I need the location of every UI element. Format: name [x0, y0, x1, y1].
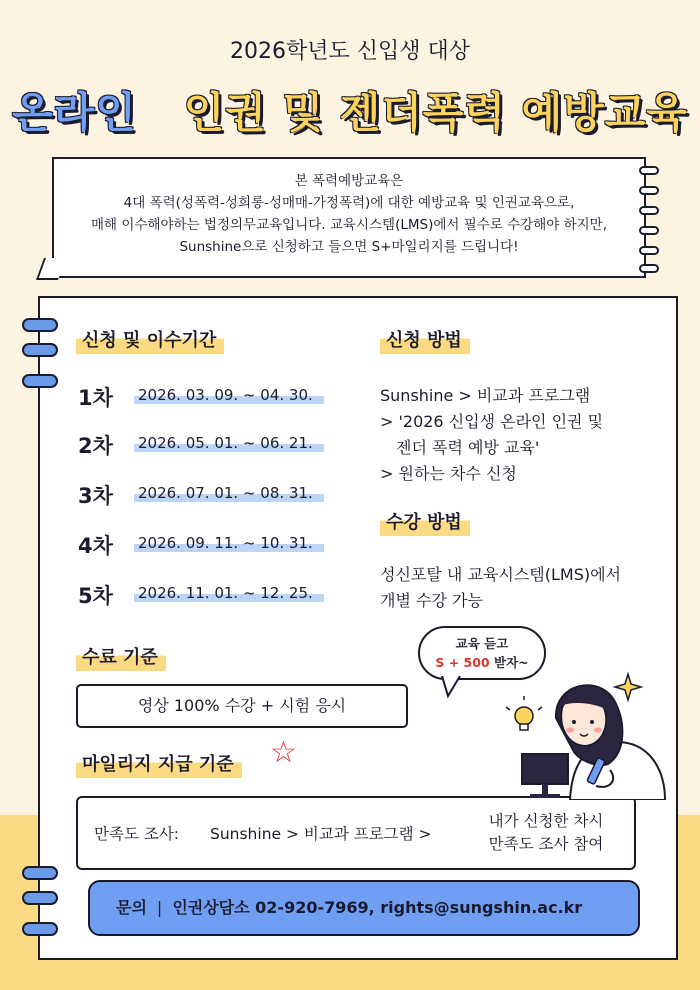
page-subtitle: 2026학년도 신입생 대상	[230, 39, 470, 64]
intro-spiral-ring	[639, 186, 659, 195]
apply-line: 젠더 폭력 예방 교육'	[396, 438, 540, 457]
intro-line: 4대 폭력(성폭력-성희롱-성매매-가정폭력)에 대한 예방교육 및 인권교육으로,	[123, 195, 575, 211]
star-icon: ☆	[270, 735, 297, 770]
survey-path: Sunshine > 비교과 프로그램 >	[210, 825, 432, 843]
round-label: 2차	[78, 434, 113, 458]
survey-action-line: 내가 신청한 차시	[488, 812, 604, 830]
notebook-spiral-ring	[22, 922, 58, 936]
completion-heading: 수료 기준	[76, 643, 166, 671]
apply-line: > '2026 신입생 온라인 인권 및	[380, 412, 604, 431]
notebook-spiral-ring	[22, 891, 58, 905]
intro-spiral-ring	[639, 166, 659, 175]
round-label: 3차	[78, 484, 113, 508]
survey-action	[476, 810, 616, 856]
attend-line: 성신포탈 내 교육시스템(LMS)에서	[380, 565, 622, 584]
notebook-spiral-ring	[22, 343, 58, 357]
contact-label: 문의	[116, 898, 147, 917]
attend-line: 개별 수강 가능	[380, 591, 483, 610]
mileage-heading: 마일리지 지급 기준	[76, 750, 242, 778]
apply-line: Sunshine > 비교과 프로그램	[380, 386, 591, 405]
round-dates: 2026. 05. 01. ~ 06. 21.	[134, 434, 324, 452]
sparkle-icon	[615, 674, 641, 700]
schedule-heading: 신청 및 이수기간	[76, 326, 224, 354]
bubble-line: 교육 듣고	[455, 636, 509, 651]
intro-spiral-ring	[639, 246, 659, 255]
survey-box	[76, 796, 636, 870]
title-blue-part: 온라인	[12, 88, 137, 137]
speech-bubble-tail	[440, 676, 464, 700]
lightbulb-icon	[506, 696, 542, 730]
notebook-spiral-ring	[22, 866, 58, 880]
intro-spiral-ring	[639, 206, 659, 215]
apply-heading: 신청 방법	[380, 326, 470, 354]
round-label: 4차	[78, 534, 113, 558]
notebook-spiral-ring	[22, 374, 58, 388]
intro-spiral-ring	[639, 264, 659, 273]
intro-line: 매해 이수해야하는 법정의무교육입니다. 교육시스템(LMS)에서 필수로 수강해야 하지만,	[91, 217, 607, 233]
student-illustration	[500, 660, 670, 800]
contact-box	[88, 880, 640, 936]
completion-criteria-box: 영상 100% 수강 + 시험 응시	[76, 684, 408, 728]
attend-heading: 수강 방법	[380, 508, 470, 536]
survey-label: 만족도 조사:	[94, 825, 180, 843]
apply-instructions	[380, 383, 603, 487]
intro-line: Sunshine으로 신청하고 들으면 S+마일리지를 드립니다!	[179, 239, 519, 255]
page-title	[0, 80, 700, 140]
attend-instructions	[380, 562, 621, 614]
title-spacer	[152, 88, 168, 137]
title-yellow-part: 인권 및 젠더폭력 예방교육	[183, 88, 688, 137]
bubble-highlight: S + 500	[435, 655, 490, 670]
round-dates: 2026. 11. 01. ~ 12. 25.	[134, 584, 324, 602]
survey-action-line: 만족도 조사 참여	[488, 835, 604, 853]
round-dates: 2026. 03. 09. ~ 04. 30.	[134, 386, 324, 404]
round-label: 5차	[78, 584, 113, 608]
round-dates: 2026. 09. 11. ~ 10. 31.	[134, 534, 324, 552]
intro-spiral-ring	[639, 226, 659, 235]
round-dates: 2026. 07. 01. ~ 08. 31.	[134, 484, 324, 502]
apply-line: > 원하는 차수 신청	[380, 464, 517, 483]
intro-line: 본 폭력예방교육은	[294, 173, 404, 189]
contact-separator: |	[156, 898, 163, 917]
contact-info: 인권상담소 02-920-7969, rights@sungshin.ac.kr	[172, 898, 583, 917]
bubble-rest: 받자~	[489, 655, 529, 670]
intro-note	[52, 157, 646, 278]
round-label: 1차	[78, 386, 113, 410]
notebook-spiral-ring	[22, 318, 58, 332]
